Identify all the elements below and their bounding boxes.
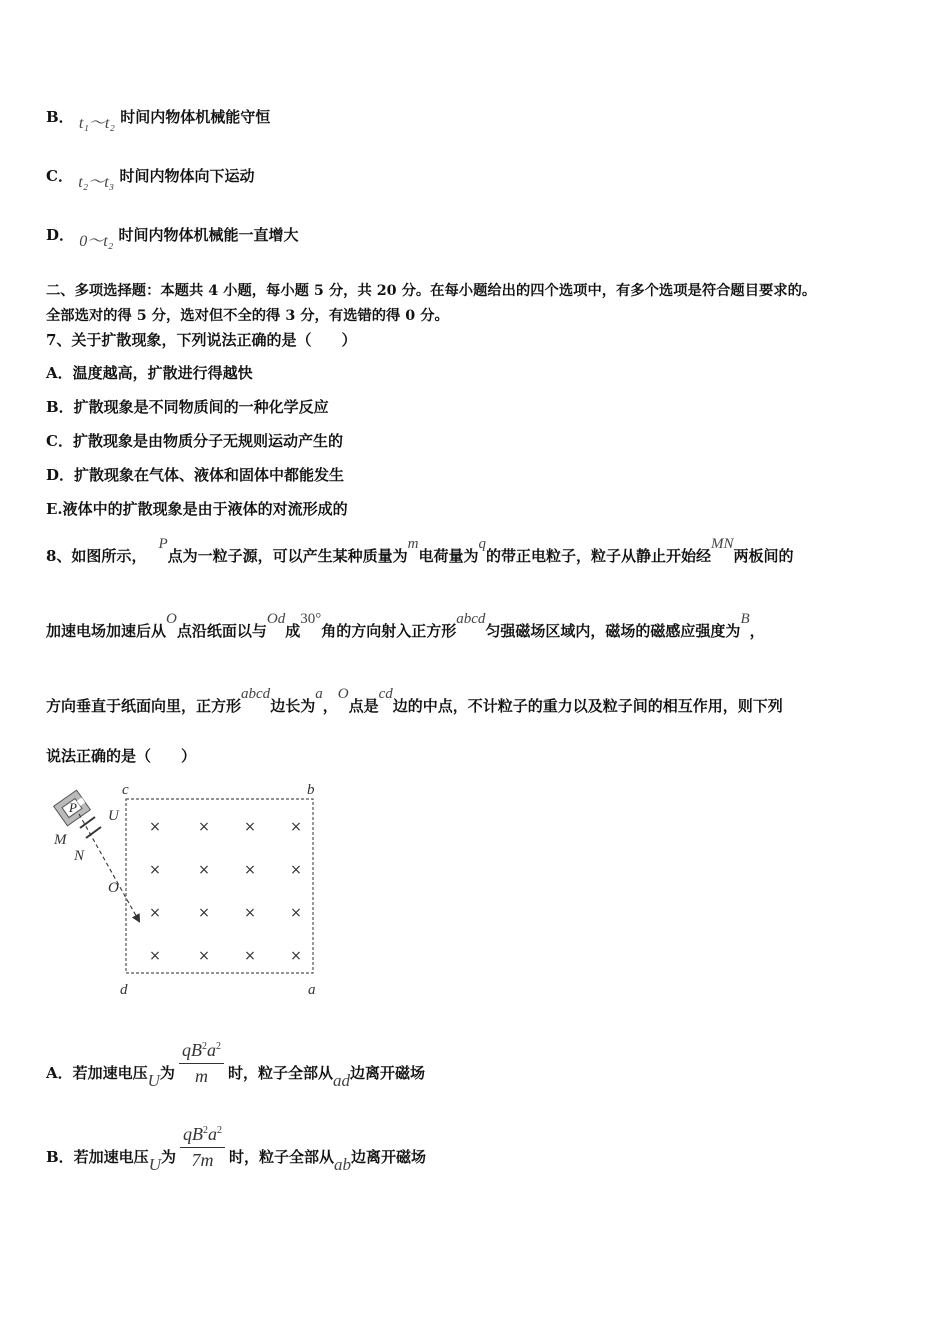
var-abcd: abcd bbox=[456, 611, 486, 627]
label-M: M bbox=[54, 832, 67, 848]
label-a: a bbox=[308, 982, 316, 998]
text: 点是 bbox=[348, 697, 379, 715]
label-c: c bbox=[122, 782, 129, 798]
edge-ad: ad bbox=[332, 1070, 350, 1090]
q8-option-b bbox=[46, 1124, 427, 1174]
text: A．若加速电压 bbox=[46, 1063, 148, 1082]
q7-option-b: B．扩散现象是不同物质间的一种化学反应 bbox=[46, 398, 329, 416]
q8-option-a bbox=[46, 1040, 425, 1090]
var-cd: cd bbox=[378, 686, 393, 702]
text: 的带正电粒子，粒子从静止开始经 bbox=[486, 547, 712, 565]
var-abcd: abcd bbox=[241, 686, 271, 702]
field-cross-icon: × bbox=[290, 862, 302, 878]
section2-heading-line2: 全部选对的得 5 分，选对但不全的得 3 分，有选错的得 0 分。 bbox=[46, 308, 449, 324]
option-d-prev bbox=[46, 222, 299, 250]
text: 点为一粒子源，可以产生某种质量为 bbox=[167, 547, 408, 565]
text: 方向垂直于纸面向里，正方形 bbox=[46, 697, 242, 715]
field-cross-icon: × bbox=[244, 905, 256, 921]
field-cross-icon: × bbox=[290, 905, 302, 921]
text: 边离开磁场 bbox=[351, 1147, 427, 1166]
q7-stem: 7、关于扩散现象，下列说法正确的是（ ） bbox=[46, 331, 357, 349]
text: 边离开磁场 bbox=[349, 1063, 425, 1082]
label-U: U bbox=[108, 808, 119, 824]
field-cross-icon: × bbox=[244, 819, 256, 835]
text: 边长为 bbox=[270, 697, 316, 715]
option-label: C． bbox=[46, 167, 73, 185]
option-c-prev bbox=[46, 163, 255, 191]
text: 边的中点，不计粒子的重力以及粒子间的相互作用，则下列 bbox=[392, 697, 783, 715]
text: 加速电场加速后从 bbox=[46, 622, 167, 640]
var-U: U bbox=[148, 1154, 161, 1174]
field-cross-icon: × bbox=[149, 948, 161, 964]
text: 为 bbox=[159, 1063, 175, 1082]
label-P: P bbox=[69, 800, 77, 815]
option-text: 时间内物体机械能一直增大 bbox=[118, 226, 299, 244]
plate-N bbox=[86, 827, 101, 838]
field-cross-icon: × bbox=[198, 862, 210, 878]
var-O: O bbox=[166, 611, 177, 627]
text: 角的方向射入正方形 bbox=[321, 622, 457, 640]
var-O: O bbox=[337, 686, 349, 702]
var-m: m bbox=[407, 536, 419, 552]
plate-M bbox=[80, 817, 95, 828]
text: 点沿纸面以与 bbox=[176, 622, 267, 640]
fraction bbox=[179, 1040, 224, 1087]
q7-option-e: E.液体中的扩散现象是由于液体的对流形成的 bbox=[46, 500, 348, 518]
time-interval-math: t₁～t₂ bbox=[78, 115, 115, 132]
text: 电荷量为 bbox=[418, 547, 479, 565]
var-a: a bbox=[315, 686, 323, 702]
field-cross-icon: × bbox=[149, 819, 161, 835]
denominator: m bbox=[194, 1066, 208, 1086]
field-cross-icon: × bbox=[290, 948, 302, 964]
numerator: a bbox=[206, 1040, 216, 1060]
field-cross-icon: × bbox=[244, 862, 256, 878]
magnetic-field-diagram bbox=[46, 778, 346, 1003]
text: 为 bbox=[160, 1147, 176, 1166]
label-O: O bbox=[108, 880, 119, 896]
numerator: qB bbox=[182, 1124, 203, 1144]
var-Od: Od bbox=[266, 611, 286, 627]
section2-heading-line1: 二、多项选择题：本题共 4 小题，每小题 5 分，共 20 分。在每小题给出的四个选项中，有多个选项是符合题目要求的。 bbox=[46, 283, 817, 299]
numerator: qB bbox=[181, 1040, 202, 1060]
time-interval-math: t₂～t₃ bbox=[78, 174, 115, 191]
var-P: P bbox=[158, 536, 168, 552]
option-label: B． bbox=[46, 108, 74, 126]
label-b: b bbox=[307, 782, 315, 798]
field-cross-icon: × bbox=[198, 948, 210, 964]
label-d: d bbox=[120, 982, 128, 998]
field-cross-icon: × bbox=[198, 819, 210, 835]
angle-30: 30° bbox=[300, 611, 322, 627]
option-text: 时间内物体机械能守恒 bbox=[120, 108, 271, 126]
option-b-prev bbox=[46, 104, 271, 132]
exponent: 2 bbox=[216, 1125, 222, 1136]
var-U: U bbox=[147, 1070, 160, 1090]
text: 8、如图所示， bbox=[46, 547, 147, 565]
q8-stem-line4: 说法正确的是（ ） bbox=[46, 747, 197, 765]
var-q: q bbox=[478, 536, 486, 552]
field-cross-icon: × bbox=[149, 905, 161, 921]
q8-stem-line1 bbox=[46, 536, 794, 566]
field-cross-icon: × bbox=[290, 819, 302, 835]
text: ， bbox=[322, 697, 338, 715]
var-B: B bbox=[740, 611, 750, 627]
text: 时，粒子全部从 bbox=[227, 1063, 333, 1082]
q8-stem-line3 bbox=[46, 686, 783, 716]
edge-ab: ab bbox=[334, 1154, 351, 1174]
option-text: 时间内物体向下运动 bbox=[119, 167, 255, 185]
numerator: a bbox=[207, 1124, 217, 1144]
option-label: D． bbox=[46, 226, 75, 244]
text: ， bbox=[749, 622, 765, 640]
q7-option-a: A．温度越高，扩散进行得越快 bbox=[46, 364, 253, 382]
label-N: N bbox=[74, 848, 85, 864]
text: 匀强磁场区域内，磁场的磁感应强度为 bbox=[485, 622, 741, 640]
field-cross-icon: × bbox=[149, 862, 161, 878]
field-cross-icon: × bbox=[198, 905, 210, 921]
q8-stem-line2 bbox=[46, 611, 765, 641]
text: B．若加速电压 bbox=[46, 1147, 149, 1166]
exponent: 2 bbox=[202, 1125, 208, 1136]
denominator: 7m bbox=[191, 1150, 214, 1170]
var-MN: MN bbox=[711, 536, 734, 552]
text: 两板间的 bbox=[733, 547, 794, 565]
field-cross-icon: × bbox=[244, 948, 256, 964]
text: 时，粒子全部从 bbox=[228, 1147, 334, 1166]
fraction bbox=[180, 1124, 225, 1171]
exponent: 2 bbox=[215, 1041, 221, 1052]
q7-option-d: D．扩散现象在气体、液体和固体中都能发生 bbox=[46, 466, 345, 484]
particle-trajectory bbox=[79, 814, 139, 921]
time-interval-math: 0～t₂ bbox=[79, 233, 114, 250]
exponent: 2 bbox=[201, 1041, 207, 1052]
text: 成 bbox=[285, 622, 301, 640]
q7-option-c: C．扩散现象是由物质分子无规则运动产生的 bbox=[46, 432, 343, 450]
